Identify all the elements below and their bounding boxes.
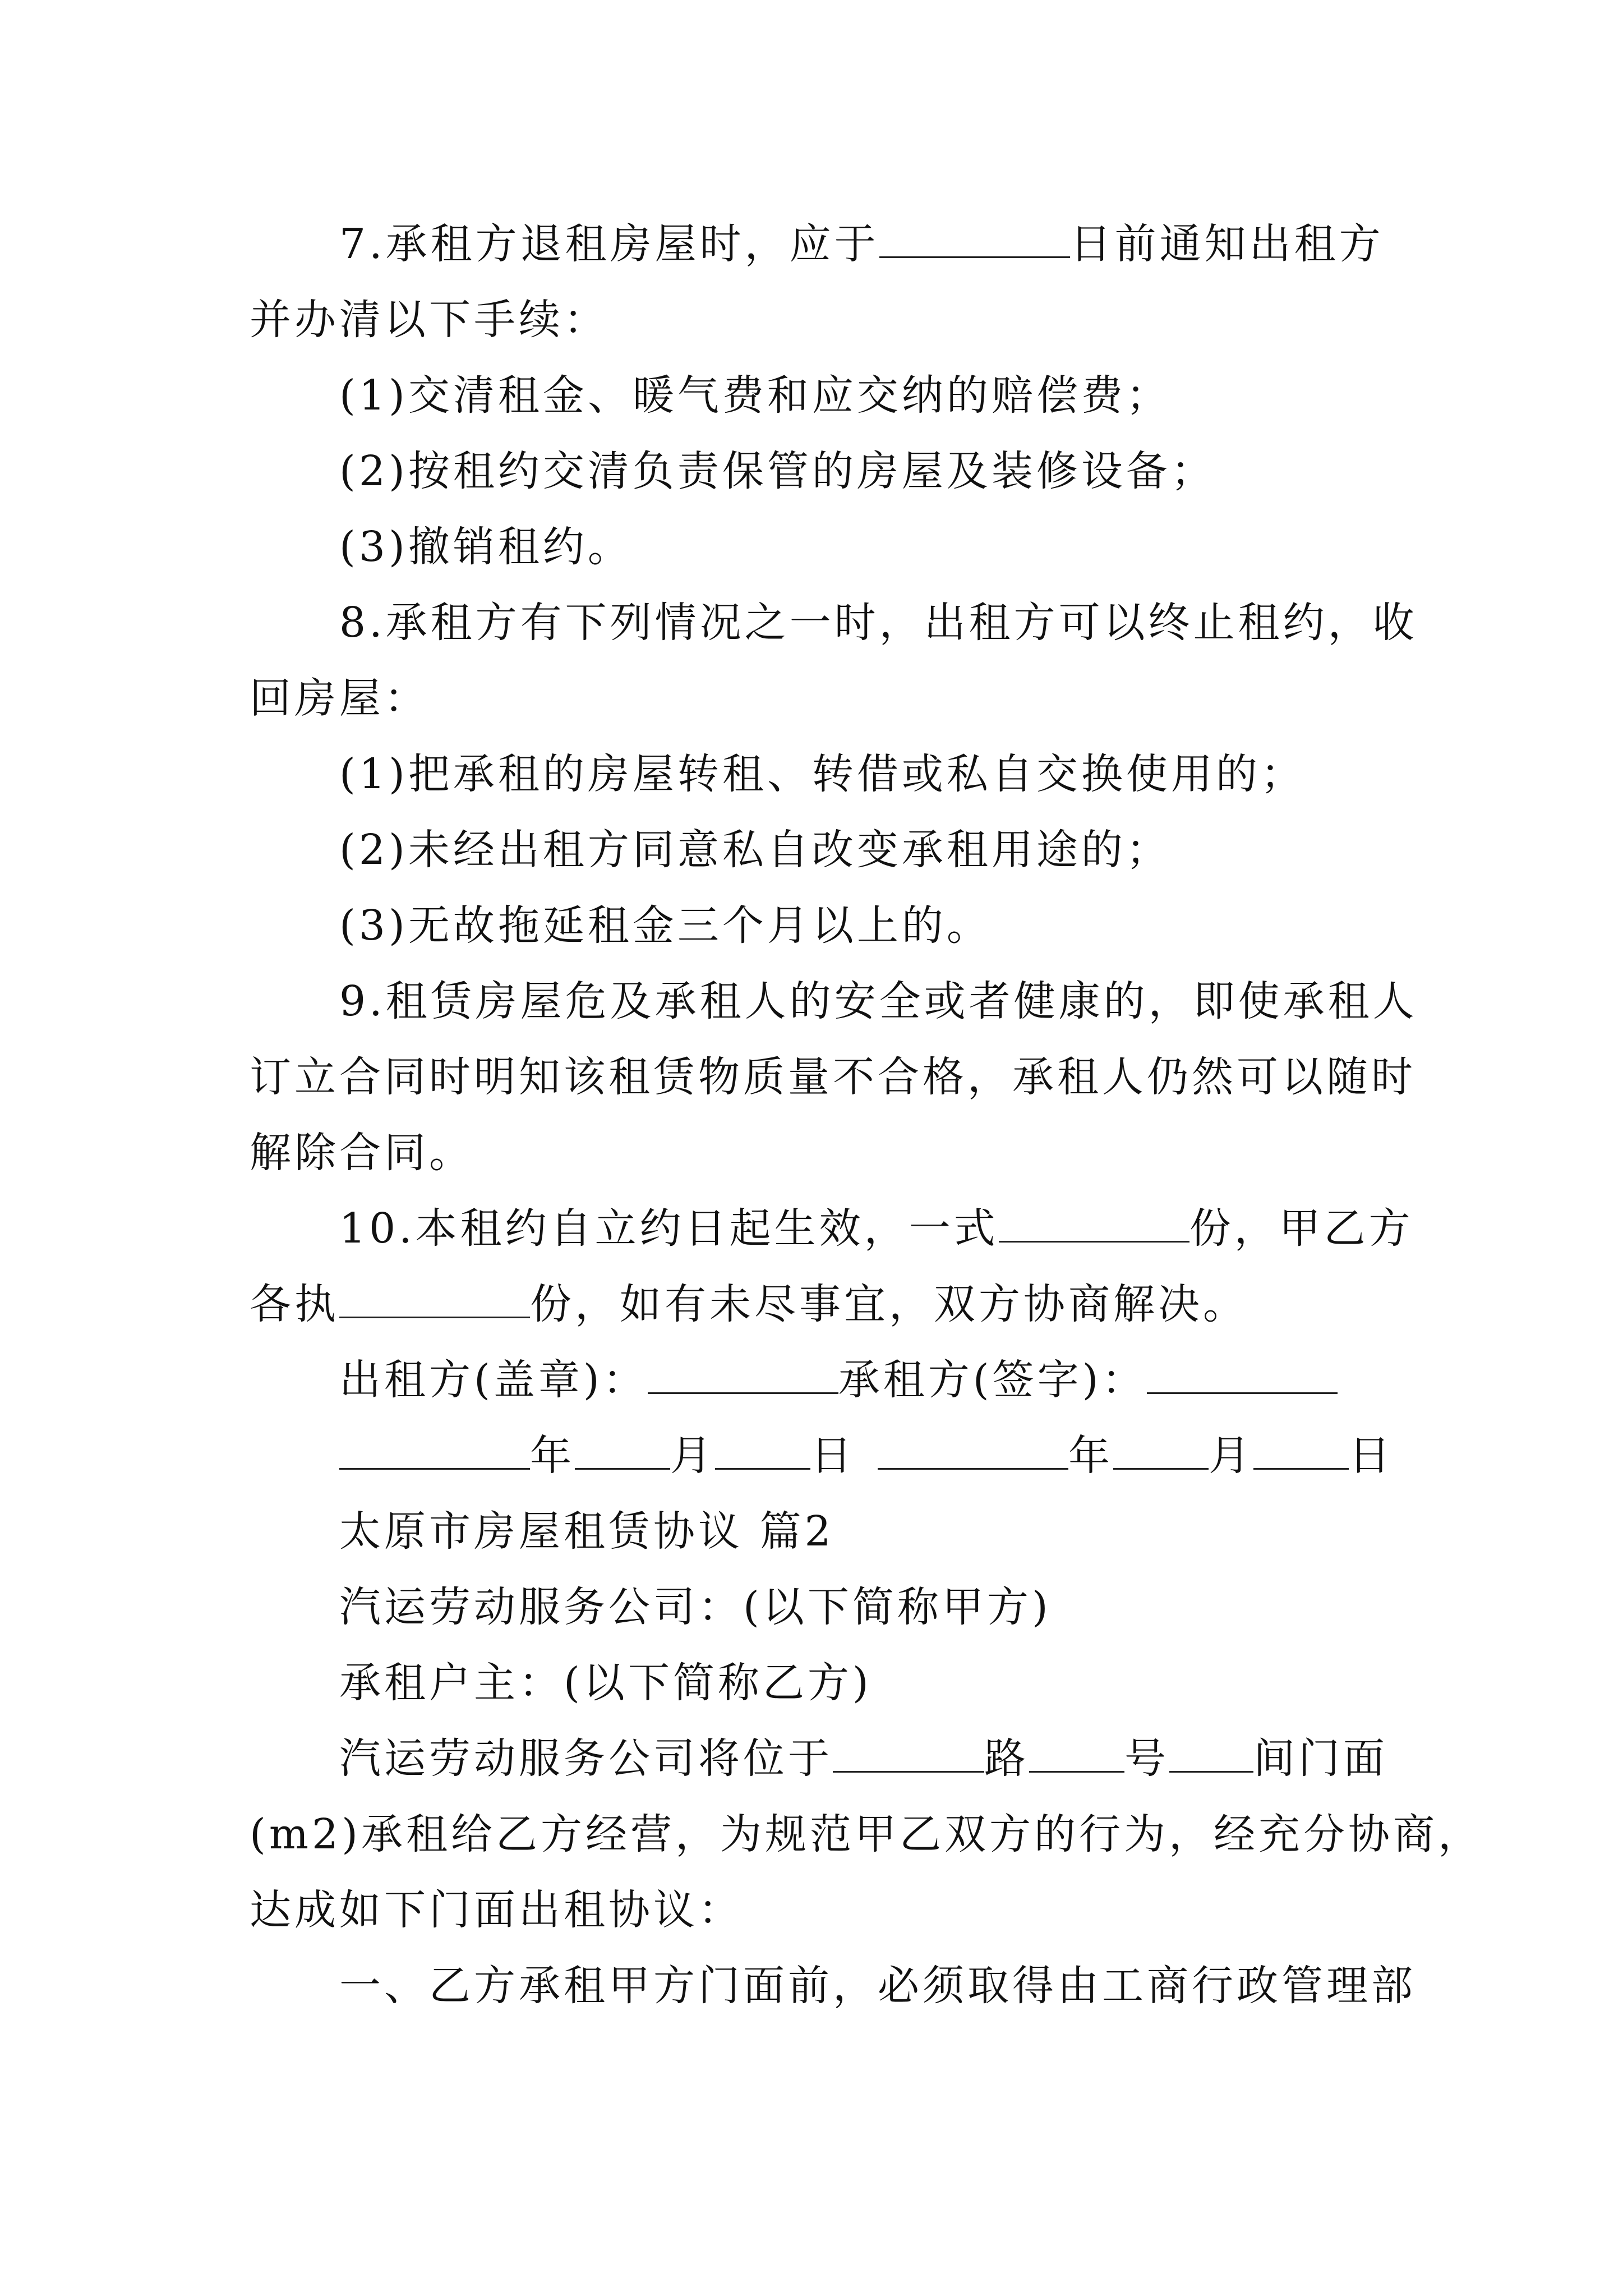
lessee-month-label: 月	[1209, 1432, 1253, 1480]
p10-text-b: 份，甲乙方	[1189, 1204, 1414, 1253]
lessor-year-blank	[339, 1429, 530, 1470]
p7-item1: (1)交清租金、暖气费和应交纳的赔偿费；	[339, 371, 1171, 420]
p10-text-d: 份，如有未尽事宜，双方协商解决。	[530, 1280, 1248, 1328]
lessee-year-blank	[878, 1429, 1068, 1470]
p8-item1: (1)把承租的房屋转租、转借或私自交换使用的；	[339, 750, 1306, 798]
p9-line3: 解除合同。	[250, 1129, 474, 1177]
intro-line3: 达成如下门面出租协议：	[250, 1886, 743, 1934]
p7-text-b: 日前通知出租方	[1069, 220, 1384, 268]
signature-line	[339, 1352, 1338, 1408]
p10-line2	[250, 1276, 1248, 1332]
p7-item2: (2)按租约交清负责保管的房屋及装修设备；	[339, 447, 1216, 495]
clause1-line: 一、乙方承租甲方门面前，必须取得由工商行政管理部	[339, 1962, 1416, 2010]
lessor-day-blank	[715, 1429, 810, 1470]
p8-line1: 8.承租方有下列情况之一时，出租方可以终止租约，收	[339, 599, 1418, 647]
lessee-day-blank	[1253, 1429, 1349, 1470]
blank-each-copies	[339, 1277, 530, 1318]
p10-text-c: 各执	[250, 1280, 339, 1328]
p7-line1	[339, 216, 1384, 272]
intro-text-road: 路	[984, 1734, 1029, 1783]
rooms-blank	[1169, 1732, 1253, 1773]
p9-line1: 9.租赁房屋危及承租人的安全或者健康的，即使承租人	[339, 977, 1418, 1025]
lessor-month-blank	[575, 1429, 670, 1470]
lessor-year-label: 年	[530, 1432, 575, 1480]
intro-line2: (m2)承租给乙方经营，为规范甲乙双方的行为，经充分协商，	[250, 1810, 1483, 1858]
intro-text-storefront: 间门面	[1253, 1734, 1388, 1783]
lessor-month-label: 月	[670, 1432, 715, 1480]
lessee-year-label: 年	[1068, 1432, 1113, 1480]
p8-item2: (2)未经出租方同意私自改变承租用途的；	[339, 826, 1171, 874]
intro-text-number: 号	[1124, 1734, 1169, 1783]
date-line	[339, 1428, 1394, 1484]
intro-line1	[339, 1731, 1388, 1787]
blank-copies	[999, 1202, 1189, 1243]
lessee-month-blank	[1113, 1429, 1209, 1470]
lessee-blank	[1147, 1353, 1338, 1394]
blank-days	[879, 217, 1070, 258]
party-a-line: 汽运劳动服务公司：(以下简称甲方)	[339, 1583, 1052, 1631]
lessor-label: 出租方(盖章)：	[339, 1356, 648, 1404]
p9-line2: 订立合同时明知该租赁物质量不合格，承租人仍然可以随时	[250, 1053, 1416, 1101]
party-b-line: 承租户主：(以下简称乙方)	[339, 1659, 872, 1707]
road-blank	[833, 1732, 984, 1773]
section2-title: 太原市房屋租赁协议 篇2	[339, 1507, 834, 1556]
p7-item3: (3)撤销租约。	[339, 523, 633, 571]
lessor-blank	[648, 1353, 838, 1394]
lessee-day-label: 日	[1349, 1432, 1394, 1480]
number-blank	[1029, 1732, 1124, 1773]
lessee-label: 承租方(签字)：	[838, 1356, 1147, 1404]
p10-text-a: 10.本租约自立约日起生效，一式	[339, 1204, 999, 1253]
p8-line2: 回房屋：	[250, 674, 429, 723]
p10-line1	[339, 1200, 1414, 1257]
lessor-day-label: 日	[810, 1432, 855, 1480]
intro-text-a: 汽运劳动服务公司将位于	[339, 1734, 833, 1783]
p7-text-a: 7.承租方退租房屋时，应于	[339, 220, 879, 268]
p7-line2: 并办清以下手续：	[250, 296, 608, 344]
p8-item3: (3)无故拖延租金三个月以上的。	[339, 901, 992, 950]
